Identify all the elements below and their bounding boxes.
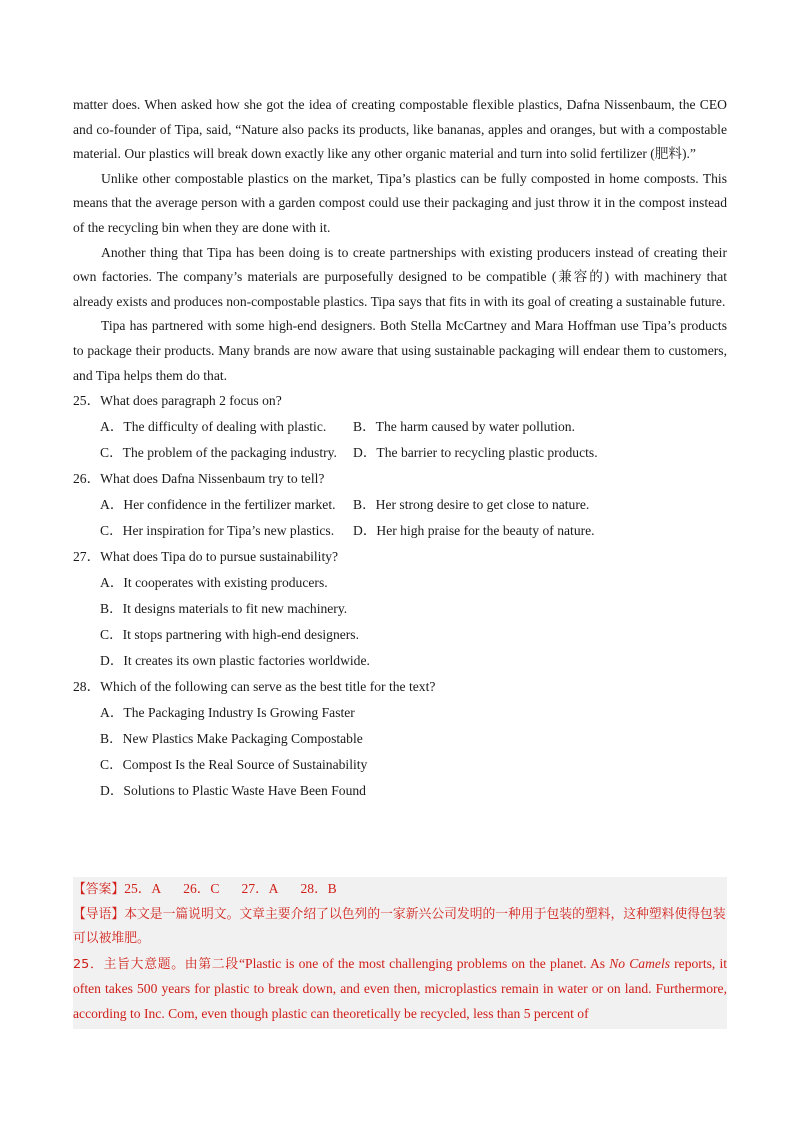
option-c: C．Compost Is the Real Source of Sustainability: [100, 757, 368, 773]
answer-item: 28．B: [300, 881, 337, 896]
answer-item: 25．A: [124, 881, 162, 896]
question-stem: 25．What does paragraph 2 focus on?: [73, 393, 282, 409]
question-25: [73, 388, 727, 466]
answer-item: 26．C: [183, 881, 220, 896]
passage-paragraph-4: Tipa has partnered with some high-end designers. Both Stella McCartney and Mara Hoffman use Tipa’s products to package their products. Many brands are now aware that using sustainable packaging will endear them to customers, and Tipa helps them do that.: [73, 318, 727, 383]
passage-and-questions: [73, 93, 727, 804]
option-c: C．Her inspiration for Tipa’s new plastics.: [100, 523, 335, 539]
answer-explanation-block: [73, 877, 727, 1029]
question-28: [73, 674, 727, 804]
option-b: B．New Plastics Make Packaging Compostable: [100, 731, 363, 747]
option-a: A．Her confidence in the fertilizer market.: [100, 497, 336, 513]
answer-label: 【答案】: [73, 882, 125, 897]
explanation-text: “Plastic is one of the most challenging problems on the planet. As: [238, 955, 610, 971]
option-d: D．The barrier to recycling plastic products.: [353, 445, 598, 461]
guide-text: 本文是一篇说明文。文章主要介绍了以色列的一家新兴公司发明的一种用于包装的塑料，这种塑料使得包装可以被堆肥。: [73, 906, 726, 947]
option-b: B．Her strong desire to get close to nature.: [353, 497, 590, 513]
option-c: C．The problem of the packaging industry.: [100, 445, 337, 461]
option-d: D．Her high praise for the beauty of nature.: [353, 523, 595, 539]
question-stem: 27．What does Tipa do to pursue sustainability?: [73, 549, 339, 565]
explanation-25: [73, 952, 727, 1027]
explanation-prefix: 25．主旨大意题。由第二段: [73, 956, 239, 972]
explanation-text-cont: reports, it often takes 500 years for plastic to break down, and even then, microplastics remain in water or on land. Furthermore, according to Inc. Com, even though plastic can theoretically be recycled, less than 5 percent of: [73, 955, 727, 1021]
option-b: B．The harm caused by water pollution.: [353, 419, 575, 435]
option-c: C．It stops partnering with high-end designers.: [100, 627, 359, 643]
passage-paragraph-2: Unlike other compostable plastics on the market, Tipa’s plastics can be fully composted in home composts. This means that the average person with a garden compost could use their packaging and just throw it in the compost instead of the recycling bin when they are done with it.: [73, 170, 727, 235]
option-d: D．It creates its own plastic factories worldwide.: [100, 653, 370, 669]
option-b: B．It designs materials to fit new machinery.: [100, 601, 348, 617]
question-27: [73, 544, 727, 674]
option-a: A．It cooperates with existing producers.: [100, 575, 328, 591]
passage-paragraph-3: Another thing that Tipa has been doing is to create partnerships with existing producers instead of creating their own factories. The company’s materials are purposefully designed to be compatible (兼容的) with machinery that already exists and produces non-compostable plastics. Tipa says that fits in with its goal of creating a sustainable future.: [73, 244, 727, 309]
guide-label: 【导语】: [73, 906, 125, 922]
guide-line: [73, 903, 727, 952]
option-d: D．Solutions to Plastic Waste Have Been Found: [100, 783, 366, 799]
option-a: A．The Packaging Industry Is Growing Faster: [100, 705, 355, 721]
passage-paragraph-1: matter does. When asked how she got the idea of creating compostable flexible plastics, Dafna Nissenbaum, the CEO and co-founder of Tipa, said, “Nature also packs its products, like bananas, apples and oranges, but with a compostable material. Our plastics will break down exactly like any other organic material and turn into solid fertilizer (肥料).”: [73, 97, 727, 162]
option-a: A．The difficulty of dealing with plastic.: [100, 419, 327, 435]
question-26: [73, 466, 727, 544]
question-options: [73, 570, 727, 674]
question-options: [73, 414, 727, 466]
question-stem: 26．What does Dafna Nissenbaum try to tell?: [73, 471, 325, 487]
question-options: [73, 492, 727, 544]
explanation-source: No Camels: [609, 955, 671, 971]
question-options: [73, 700, 727, 804]
question-stem: 28．Which of the following can serve as the best title for the text?: [73, 679, 436, 695]
answer-item: 27．A: [241, 881, 279, 896]
answer-key-line: [73, 877, 727, 903]
